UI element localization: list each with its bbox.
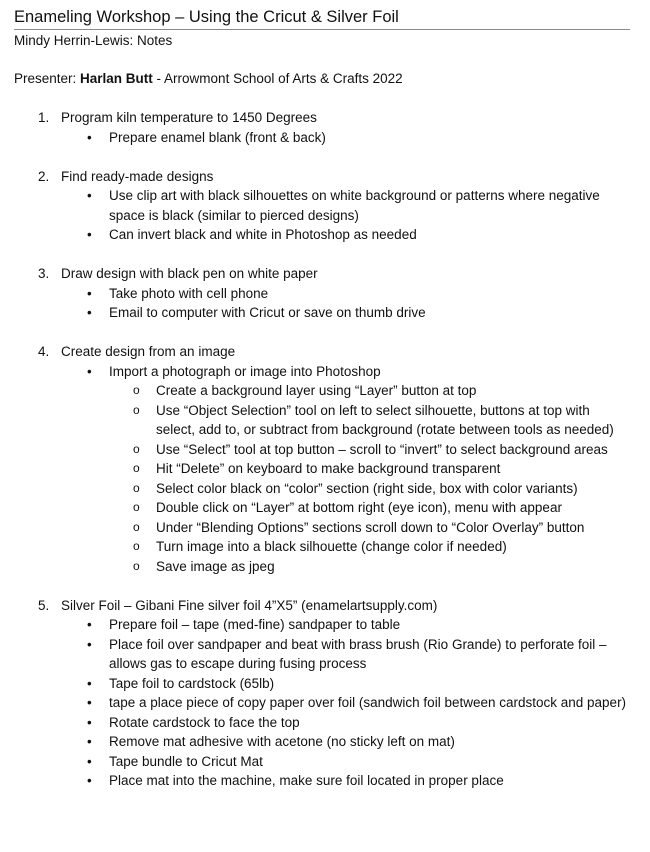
step-4 [14, 342, 632, 576]
bullet-glyph: • [87, 188, 92, 203]
step-text: Find ready-made designs [61, 168, 214, 184]
sub-bullet-text: Use “Object Selection” tool on left to select silhouette, buttons at top with select, add to, or subtract from background (rotate between tools as needed) [156, 402, 614, 437]
bullet-text: Rotate cardstock to face the top [109, 714, 300, 730]
bullet-text: Take photo with cell phone [109, 285, 269, 301]
sub-bullet-text: Turn image into a black silhouette (change color if needed) [156, 539, 507, 554]
bullet-item [61, 186, 632, 225]
bullet-glyph: • [87, 695, 92, 710]
sub-bullet-text: Save image as jpeg [156, 558, 275, 574]
bullet-text: Tape bundle to Cricut Mat [109, 753, 263, 769]
sub-bullet-glyph: o [133, 519, 140, 534]
bullet-text: Can invert black and white in Photoshop as needed [109, 227, 417, 242]
sub-bullet-text: Select color black on “color” section (right side, box with color variants) [156, 480, 578, 496]
bullet-text: Email to computer with Cricut or save on thumb drive [109, 305, 426, 320]
bullet-item [61, 752, 632, 772]
sub-bullet-text: Use “Select” tool at top button – scroll to “invert” to select background areas [156, 441, 608, 457]
step-text: Create design from an image [61, 344, 236, 359]
bullet-list [61, 284, 632, 323]
sub-bullet-item [109, 440, 632, 460]
sub-bullet-glyph: o [133, 402, 140, 417]
sub-bullet-text: Under “Blending Options” sections scroll down to “Color Overlay” button [156, 519, 585, 535]
bullet-text: Remove mat adhesive with acetone (no sticky left on mat) [109, 734, 455, 749]
step-text: Program kiln temperature to 1450 Degrees [61, 110, 317, 125]
step-1 [14, 108, 632, 147]
presenter-affiliation: - Arrowmont School of Arts & Crafts 2022 [152, 71, 403, 86]
bullet-item [61, 225, 632, 245]
sub-bullet-text: Hit “Delete” on keyboard to make background transparent [156, 461, 501, 476]
document [14, 6, 632, 791]
bullet-list [61, 186, 632, 245]
bullet-text: Place mat into the machine, make sure foil located in proper place [109, 773, 504, 788]
bullet-glyph: • [87, 636, 92, 652]
bullet-item [61, 713, 632, 733]
sub-bullet-item [109, 537, 632, 557]
bullet-item [61, 303, 632, 323]
sub-bullet-glyph: o [133, 383, 140, 397]
step-5 [14, 596, 632, 791]
bullet-item [61, 635, 632, 674]
bullet-text: Use clip art with black silhouettes on white background or patterns where negative space is black (similar to pierced designs) [109, 188, 600, 223]
bullet-list [61, 615, 632, 791]
sub-bullet-item [109, 459, 632, 479]
sub-bullet-text: Double click on “Layer” at bottom right (eye icon), menu with appear [156, 500, 562, 515]
bullet-text: Prepare foil – tape (med-fine) sandpaper to table [109, 617, 401, 632]
step-2 [14, 167, 632, 245]
bullet-glyph: • [87, 734, 92, 749]
bullet-item [61, 674, 632, 694]
bullet-glyph: • [87, 714, 92, 730]
presenter-name: Harlan Butt [80, 71, 153, 86]
bullet-glyph: • [87, 617, 92, 632]
bullet-item [61, 771, 632, 791]
bullet-item [61, 362, 632, 577]
bullet-glyph: • [87, 773, 92, 788]
sub-bullet-item [109, 381, 632, 401]
sub-bullet-item [109, 557, 632, 577]
bullet-item [61, 693, 632, 713]
sub-bullet-glyph: o [133, 480, 140, 495]
sub-bullet-list [109, 381, 632, 576]
bullet-text: tape a place piece of copy paper over foil (sandwich foil between cardstock and paper) [109, 695, 627, 710]
bullet-text: Tape foil to cardstock (65lb) [109, 675, 275, 691]
bullet-text: Place foil over sandpaper and beat with brass brush (Rio Grande) to perforate foil – allows gas to escape during fusing process [109, 636, 607, 671]
sub-bullet-item [109, 479, 632, 499]
document-title: Enameling Workshop – Using the Cricut & Silver Foil [14, 8, 399, 26]
step-text: Draw design with black pen on white paper [61, 266, 318, 281]
bullet-item [61, 128, 632, 148]
sub-bullet-glyph: o [133, 558, 140, 573]
sub-bullet-item [109, 498, 632, 518]
step-number: 3. [38, 266, 50, 281]
sub-bullet-glyph: o [133, 461, 140, 475]
bullet-glyph: • [87, 129, 92, 145]
bullet-glyph: • [87, 305, 92, 320]
bullet-list [61, 128, 632, 148]
document-subtitle: Mindy Herrin-Lewis: Notes [14, 33, 173, 48]
step-number: 2. [38, 168, 50, 184]
bullet-glyph: • [87, 753, 92, 769]
step-number: 1. [38, 110, 50, 125]
bullet-item [61, 615, 632, 635]
bullet-glyph: • [87, 227, 92, 242]
step-number: 5. [38, 597, 50, 613]
sub-bullet-item [109, 401, 632, 440]
sub-bullet-glyph: o [133, 539, 140, 553]
bullet-text: Prepare enamel blank (front & back) [109, 129, 326, 145]
step-number: 4. [38, 344, 50, 359]
bullet-glyph: • [87, 285, 92, 301]
bullet-text: Import a photograph or image into Photoshop [109, 363, 381, 379]
bullet-glyph: • [87, 363, 92, 379]
steps-list [14, 108, 632, 791]
bullet-glyph: • [87, 675, 92, 691]
sub-bullet-text: Create a background layer using “Layer” button at top [156, 383, 477, 398]
step-3 [14, 264, 632, 323]
title-underline [14, 29, 630, 30]
bullet-list [61, 362, 632, 577]
bullet-item [61, 284, 632, 304]
presenter-line [14, 70, 632, 88]
bullet-item [61, 732, 632, 752]
sub-bullet-item [109, 518, 632, 538]
step-text: Silver Foil – Gibani Fine silver foil 4”X5” (enamelartsupply.com) [61, 597, 438, 613]
sub-bullet-glyph: o [133, 441, 140, 456]
sub-bullet-glyph: o [133, 500, 140, 514]
presenter-label: Presenter: [14, 71, 81, 86]
